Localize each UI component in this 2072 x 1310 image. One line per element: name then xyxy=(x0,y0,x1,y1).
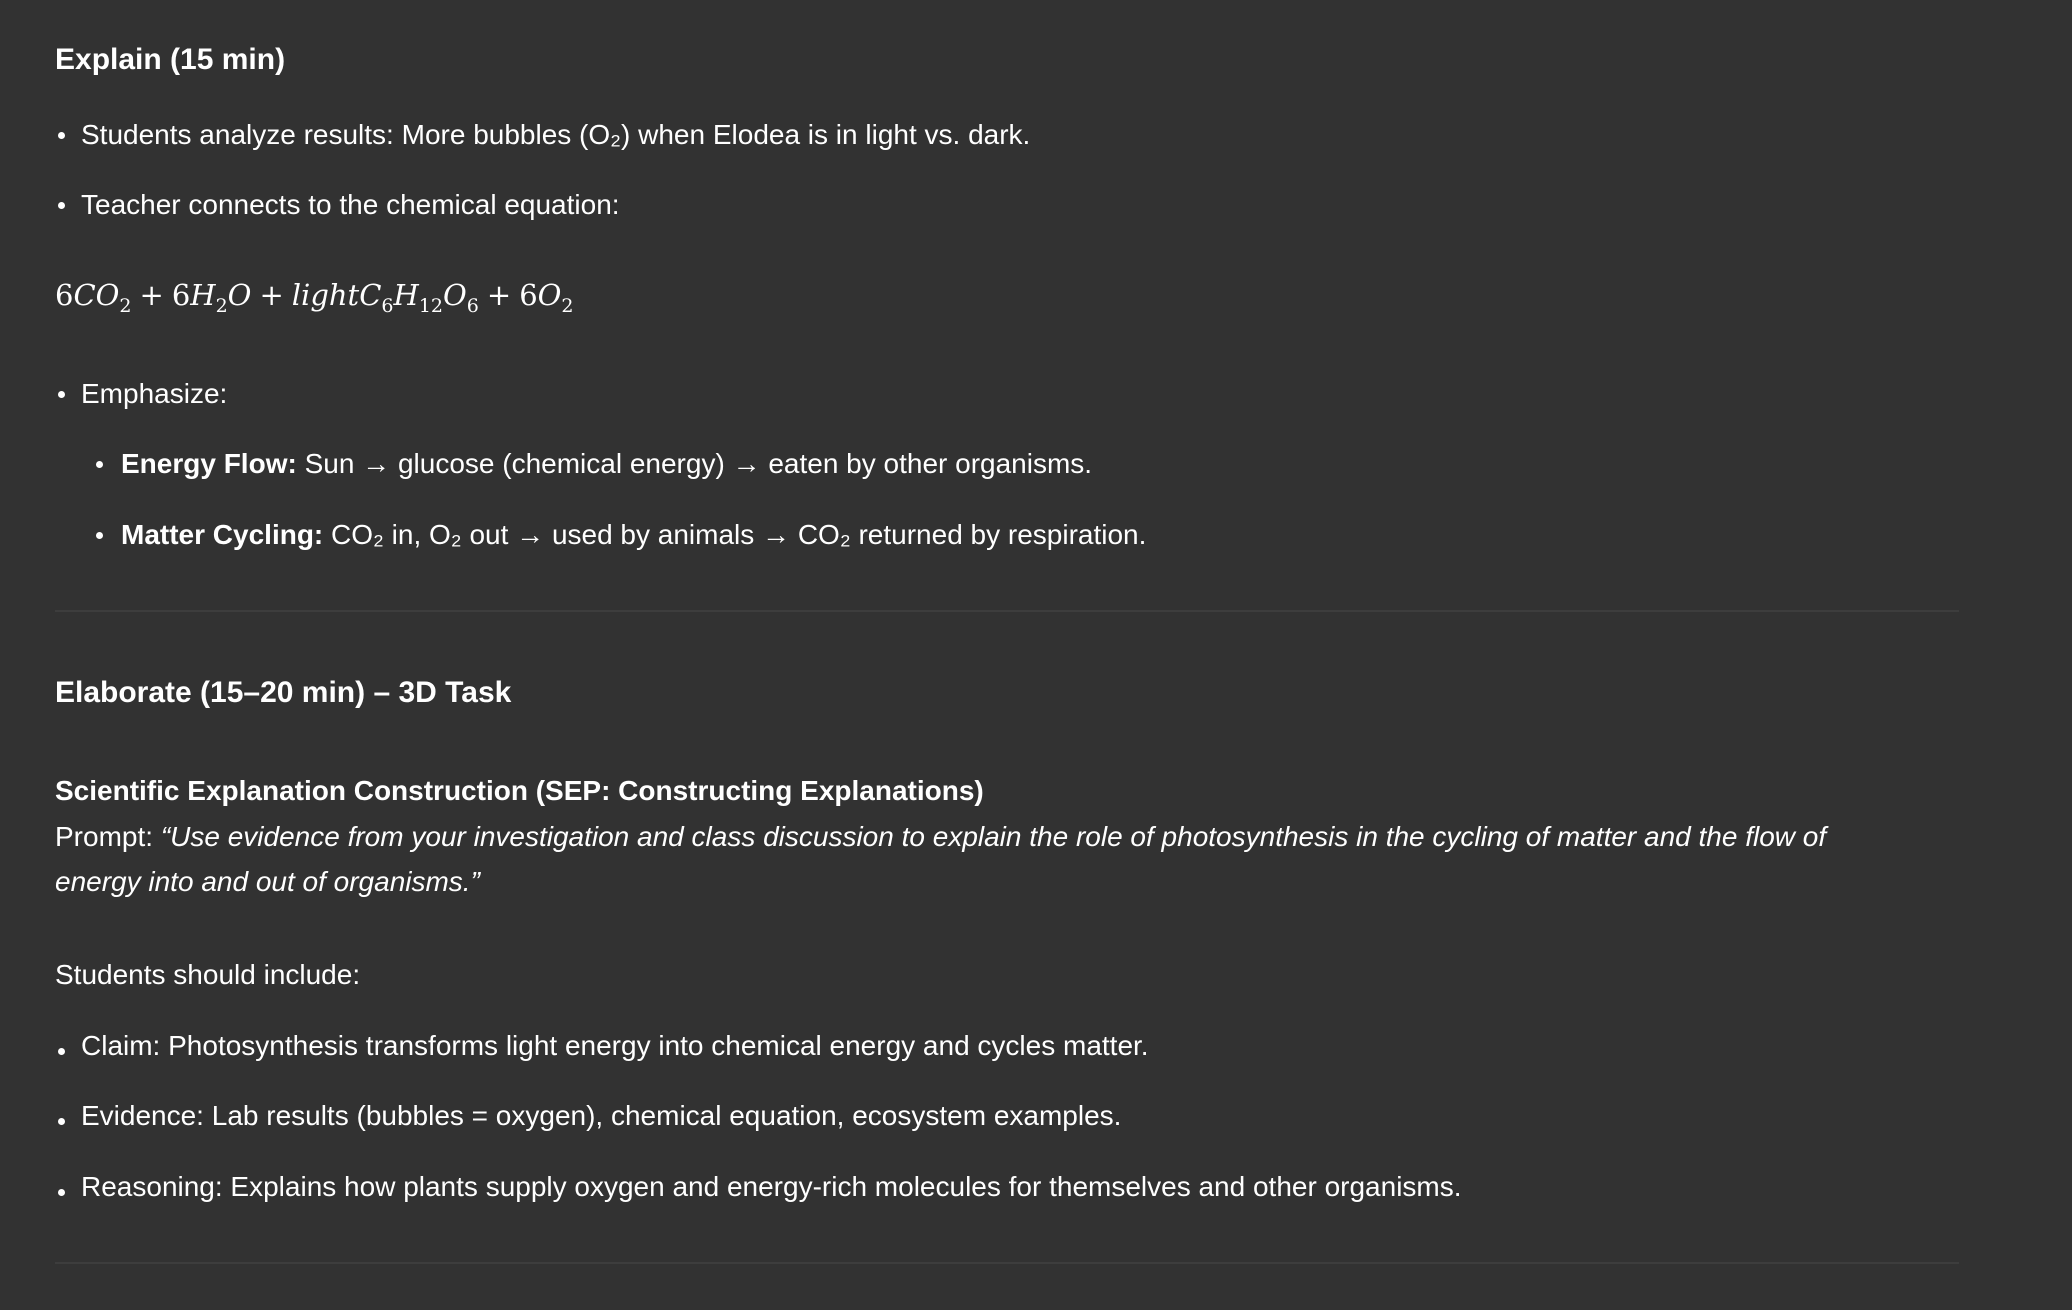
claim-bullet: Claim: Photosynthesis transforms light energy into chemical energy and cycles matter. xyxy=(81,1030,1149,1061)
energy-flow-term: Energy Flow: xyxy=(121,448,297,479)
elaborate-heading: Elaborate (15–20 min) – 3D Task xyxy=(55,676,512,709)
prompt-line-2: energy into and out of organisms.” xyxy=(55,866,480,897)
explain-bullet-results: Students analyze results: More bubbles (O₂) when Elodea is in light vs. dark. xyxy=(81,119,1031,150)
equation-o2-coefficient: 6 xyxy=(519,278,538,312)
matter-cycling-term: Matter Cycling: xyxy=(121,519,324,550)
equation-light: light xyxy=(291,278,360,312)
reasoning-bullet: Reasoning: Explains how plants supply oxygen and energy-rich molecules for themselves and other organisms. xyxy=(81,1171,1462,1202)
section-divider xyxy=(55,1262,1959,1264)
prompt-line-1 xyxy=(55,817,1826,857)
matter-cycling-text: CO₂ in, O₂ out → used by animals → CO₂ returned by respiration. xyxy=(323,519,1147,550)
sub-bullet-dot xyxy=(96,461,103,468)
section-divider xyxy=(55,610,1959,612)
bullet-dot xyxy=(58,132,65,139)
emphasize-label: Emphasize: xyxy=(81,378,228,409)
prompt-label: Prompt: xyxy=(55,821,161,852)
sub-bullet-dot xyxy=(96,532,103,539)
matter-cycling-item xyxy=(121,518,1146,552)
explain-heading: Explain (15 min) xyxy=(55,43,286,76)
equation-co2-coefficient: 6 xyxy=(55,278,74,312)
bullet-dot xyxy=(58,1118,65,1125)
bullet-dot xyxy=(58,1189,65,1196)
prompt-text-1: “Use evidence from your investigation and class discussion to explain the role of photosynthesis in the cycling of matter and the flow of xyxy=(160,821,1827,852)
bullet-dot xyxy=(58,202,65,209)
equation-h2o-coefficient: 6 xyxy=(171,278,191,312)
bullet-dot xyxy=(58,391,65,398)
energy-flow-item xyxy=(121,447,1092,481)
energy-flow-text: Sun → glucose (chemical energy) → eaten by other organisms. xyxy=(296,448,1093,479)
include-label: Students should include: xyxy=(55,959,361,990)
task-title: Scientific Explanation Construction (SEP: Constructing Explanations) xyxy=(55,775,984,806)
evidence-bullet: Evidence: Lab results (bubbles = oxygen), chemical equation, ecosystem examples. xyxy=(81,1100,1122,1131)
bullet-dot xyxy=(58,1048,65,1055)
explain-bullet-equation-intro: Teacher connects to the chemical equation: xyxy=(81,189,620,220)
photosynthesis-equation: $6CO_2 + 6H_2O$ + $lightC_6H_{12}O_6 + 6O_2$ xyxy=(55,278,574,317)
